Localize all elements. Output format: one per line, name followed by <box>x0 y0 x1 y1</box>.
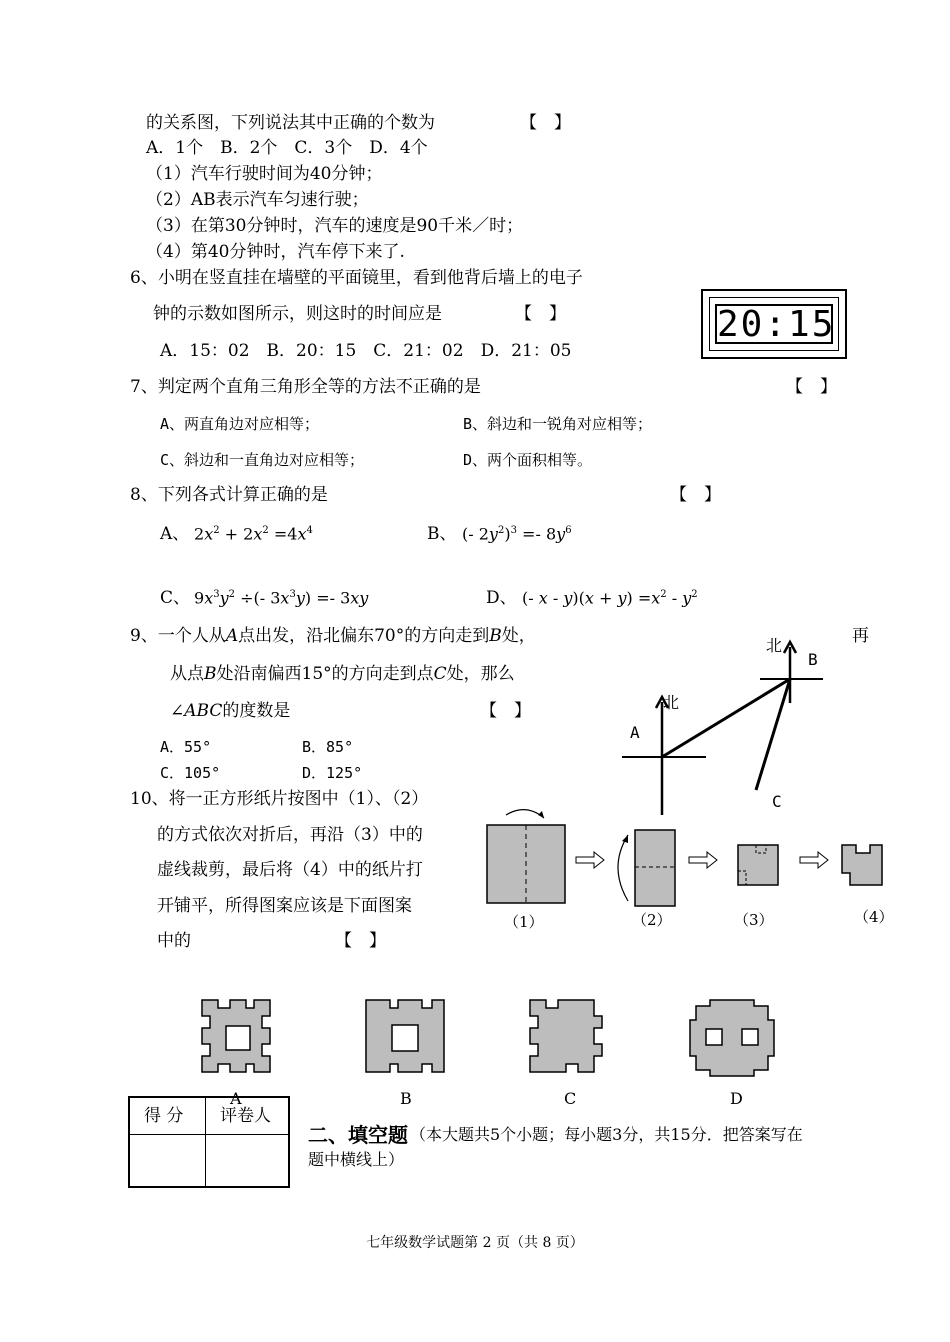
point-c-label: C <box>772 792 782 811</box>
option-a-label: A <box>230 1089 242 1108</box>
grader-header: 评卷人 <box>220 1106 271 1126</box>
north-label-b: 北 <box>766 636 783 655</box>
q7-option-b: B、斜边和一锐角对应相等； <box>463 415 653 433</box>
section2-desc-line2: 题中横线上） <box>308 1150 405 1169</box>
point-a-label: A <box>630 723 640 742</box>
score-table <box>128 1096 290 1188</box>
step2-label: （2） <box>632 911 672 929</box>
option-c-shape <box>530 1000 602 1072</box>
option-b-label: B <box>400 1089 412 1108</box>
q8-option-d-label: D、 <box>486 588 517 608</box>
q8-option-c-label: C、 <box>160 588 191 608</box>
q9-option-c: C．105° <box>160 764 221 782</box>
clock-digits: 20:15 <box>717 304 836 345</box>
folding-steps-figure <box>480 805 900 935</box>
q10-line4: 开铺平，所得图案应该是下面图案 <box>157 896 412 916</box>
q10-line3: 虚线裁剪，最后将（4）中的纸片打 <box>157 860 423 880</box>
q9-line3: ∠ABC的度数是 <box>170 701 291 721</box>
option-d-shape <box>690 1000 774 1076</box>
q9-option-a: A．55° <box>160 738 212 756</box>
q10-line5: 中的 <box>157 931 191 951</box>
q5-statement-1: （1）汽车行驶时间为40分钟； <box>146 164 383 184</box>
q10-answer-bracket: 【 】 <box>335 931 386 951</box>
score-cell[interactable] <box>134 1140 200 1182</box>
q5-statement-4: （4）第40分钟时，汽车停下来了. <box>146 242 405 262</box>
q5-answer-bracket: 【 】 <box>520 113 571 133</box>
section2-desc-line1: （本大题共5个小题；每小题3分，共15分．把答案写在 <box>410 1125 803 1144</box>
q9-line2: 从点B处沿南偏西15°的方向走到点C处，那么 <box>170 664 515 684</box>
option-d-label: D <box>730 1089 743 1108</box>
option-b-shape <box>366 1000 444 1072</box>
q6-line1: 6、小明在竖直挂在墙壁的平面镜里，看到他背后墙上的电子 <box>130 268 583 288</box>
step3-label: （3） <box>734 911 774 929</box>
q7-option-c: C、斜边和一直角边对应相等； <box>160 451 365 469</box>
q8-option-a-formula: $2x^2 + 2x^2 =4x^4$ <box>194 524 313 544</box>
q5-stem-end: 的关系图，下列说法其中正确的个数为 <box>146 113 435 133</box>
q7-stem: 7、判定两个直角三角形全等的方法不正确的是 <box>130 377 481 397</box>
q8-option-c-formula: $9x^3y^2$ ÷(- $3x^3y) =- 3xy$ <box>194 588 369 608</box>
section2-title: 二、填空题 <box>308 1123 408 1147</box>
page-footer: 七年级数学试题第 2 页（共 8 页） <box>366 1235 584 1251</box>
q6-options: A．15：02 B．20：15 C．21：02 D．21：05 <box>160 341 572 361</box>
q6-line2: 钟的示数如图所示，则这时的时间应是 <box>153 304 442 324</box>
q7-option-d: D、两个面积相等。 <box>463 451 593 469</box>
q8-stem: 8、下列各式计算正确的是 <box>130 485 328 505</box>
q5-options: A．1个 B．2个 C．3个 D．4个 <box>146 138 428 158</box>
step1-label: （1） <box>504 913 544 931</box>
q5-statement-2: （2）AB表示汽车匀速行驶； <box>146 190 369 210</box>
q9-answer-bracket: 【 】 <box>480 701 531 721</box>
q8-answer-bracket: 【 】 <box>670 485 721 505</box>
score-header: 得 分 <box>144 1106 184 1126</box>
q8-option-b-formula: (- $2y^2)^3 =- 8y^6$ <box>462 524 572 544</box>
q8-option-b-label: B、 <box>427 524 457 544</box>
grader-cell[interactable] <box>210 1140 284 1182</box>
q9-line1-tail: 再 <box>852 626 869 646</box>
q9-option-b: B．85° <box>302 738 354 756</box>
q10-line2: 的方式依次对折后，再沿（3）中的 <box>157 825 423 845</box>
q7-answer-bracket: 【 】 <box>786 377 837 397</box>
q9-line1: 9、一个人从A点出发，沿北偏东70°的方向走到B处， <box>130 626 536 646</box>
digital-clock-figure <box>701 289 847 359</box>
point-b-label: B <box>808 650 818 669</box>
q9-direction-figure <box>600 625 860 825</box>
q8-option-d-formula: (- $x - y)(x + y) =x^2 - y^2$ <box>522 588 698 608</box>
q9-option-d: D．125° <box>302 764 363 782</box>
q7-option-a: A、两直角边对应相等； <box>160 415 320 433</box>
q8-option-a-label: A、 <box>160 524 190 544</box>
north-label-a: 北 <box>663 693 680 712</box>
q10-line1: 10、将一正方形纸片按图中（1）、（2） <box>130 789 429 809</box>
option-c-label: C <box>564 1089 577 1108</box>
q6-answer-bracket: 【 】 <box>515 304 566 324</box>
q5-statement-3: （3）在第30分钟时，汽车的速度是90千米／时； <box>146 216 524 236</box>
option-a-shape <box>202 1000 270 1072</box>
step4-label: （4） <box>854 908 894 926</box>
